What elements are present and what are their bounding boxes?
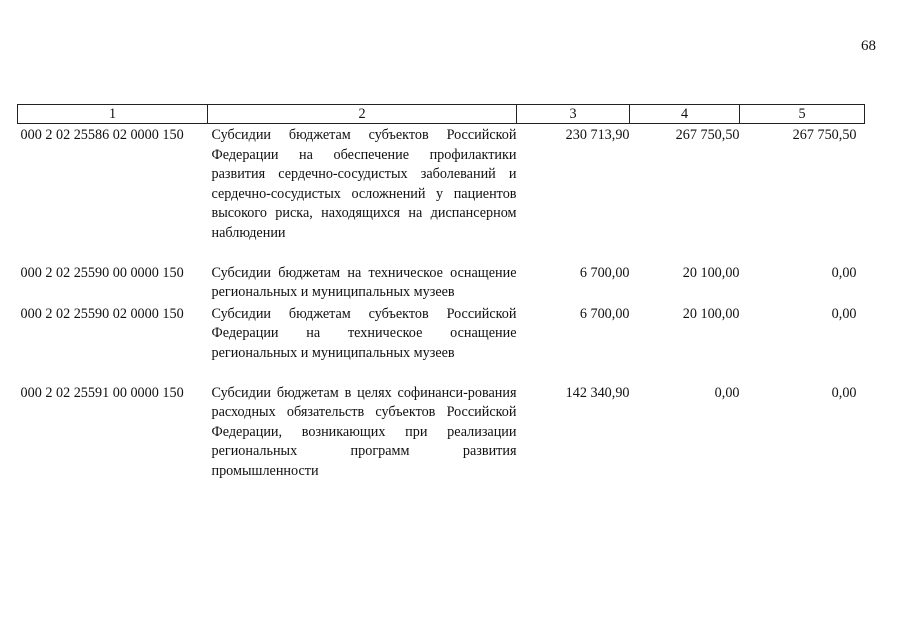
row-code: 000 2 02 25590 02 0000 150: [20, 305, 184, 322]
page-number: 68: [861, 38, 876, 54]
row-value-col4: 267 750,50: [675, 127, 740, 143]
row-value-col4: 20 100,00: [682, 305, 740, 322]
row-value-col3: 6 700,00: [579, 264, 630, 281]
budget-table: [17, 104, 865, 482]
table-header-row: [18, 105, 865, 124]
row-spacer: [18, 244, 865, 262]
row-code: 000 2 02 25591 00 0000 150: [20, 384, 184, 401]
row-code: 000 2 02 25586 02 0000 150: [20, 127, 184, 143]
column-header-4: 4: [630, 105, 740, 124]
row-value-col4: 0,00: [714, 384, 740, 401]
row-name: Субсидии бюджетам субъектов Российской Федерации на обеспечение профилактики развития сердечно-сосудистых заболеваний и сердечно-сосудистых осложнений у пациентов высокого риска, находящихся на диспансерном наблюдении: [211, 127, 517, 241]
column-header-5: 5: [740, 105, 865, 124]
row-value-col3: 6 700,00: [579, 305, 630, 322]
row-value-col5: 0,00: [831, 384, 857, 401]
table-row: [18, 303, 865, 364]
column-header-1: 1: [18, 105, 208, 124]
row-value-col5: 0,00: [831, 264, 857, 281]
column-header-2: 2: [208, 105, 517, 124]
row-spacer: [18, 364, 865, 382]
row-value-col3: 142 340,90: [565, 384, 630, 401]
row-value-col5: 0,00: [831, 305, 857, 322]
row-value-col3: 230 713,90: [565, 127, 630, 143]
table-row: [18, 382, 865, 482]
row-code: 000 2 02 25590 00 0000 150: [20, 264, 184, 281]
row-name: Субсидии бюджетам субъектов Российской Федерации на техническое оснащение региональных и муниципальных музеев: [211, 305, 517, 361]
row-name: Субсидии бюджетам в целях софинанси-рования расходных обязательств субъектов Российской Федерации, возникающих при реализации региональных программ развития промышленности: [211, 384, 517, 479]
row-value-col4: 20 100,00: [682, 264, 740, 281]
row-name: Субсидии бюджетам на техническое оснащение региональных и муниципальных музеев: [211, 264, 517, 301]
table-row: [18, 124, 865, 244]
table-row: [18, 262, 865, 303]
column-header-3: 3: [517, 105, 630, 124]
row-value-col5: 267 750,50: [792, 127, 857, 143]
